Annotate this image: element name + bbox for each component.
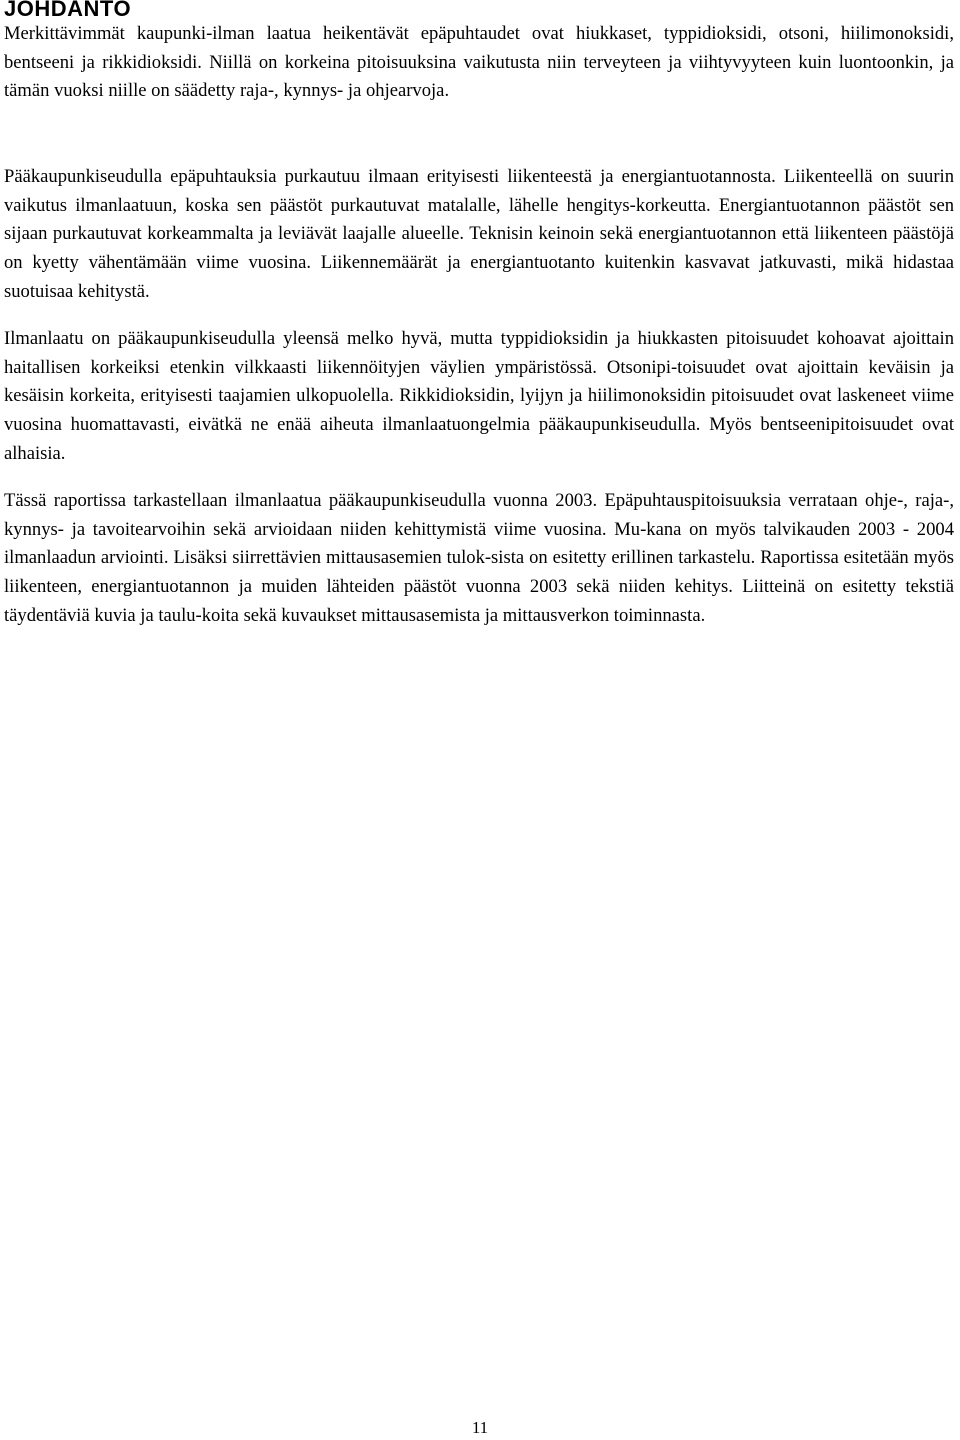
page-title: JOHDANTO [4, 0, 132, 21]
paragraph-report-scope: Tässä raportissa tarkastellaan ilmanlaatua pääkaupunkiseudulla vuonna 2003. Epäpuhtauspitoisuuksia verrataan ohje-, raja-, kynnys- ja tavoitearvoihin sekä arvioidaan niiden kehittymistä viime vuosina. Mu-kana on myös talvikauden 2003 - 2004 ilmanlaadun arviointi. Lisäksi siirrettävien mittausasemien tulok-sista on esitetty erillinen tarkastelu. Raportissa esitetään myös liikenteen, energiantuotannon ja muiden lähteiden päästöt vuonna 2003 sekä niiden kehitys. Liitteinä on esitetty tekstiä täydentäviä kuvia ja taulu-koita sekä kuvaukset mittausasemista ja mittausverkon toiminnasta. [4, 490, 954, 626]
paragraph-emission-sources: Pääkaupunkiseudulla epäpuhtauksia purkautuu ilmaan erityisesti liikenteestä ja energiantuotannosta. Liikenteellä on suurin vaikutus ilmanlaatuun, koska sen päästöt purkautuvat matalalle, lähelle hengitys-korkeutta. Energiantuotannon päästöt sen sijaan purkautuvat korkeammalta ja leviävät laajalle alueelle. Teknisin keinoin sekä energiantuotannon että liikenteen päästöjä on kyetty vähentämään viime vuosina. Liikennemäärät ja energiantuotanto kuitenkin kasvavat jatkuvasti, mikä hidastaa suotuisaa kehitystä. [4, 166, 954, 302]
paragraph-introduction: Merkittävimmät kaupunki-ilman laatua heikentävät epäpuhtaudet ovat hiukkaset, typpidioksidi, otsoni, hiilimonoksidi, bentseeni ja rikkidioksidi. Niillä on korkeina pitoisuuksina vaikutusta niin terveyteen ja viihtyvyyteen kuin luontoonkin, ja tämän vuoksi niille on säädetty raja-, kynnys- ja ohjearvoja. [4, 23, 954, 102]
paragraph-air-quality: Ilmanlaatu on pääkaupunkiseudulla yleensä melko hyvä, mutta typpidioksidin ja hiukkasten pitoisuudet kohoavat ajoittain haitallisen korkeiksi etenkin vilkkaasti liikennöityjen väylien ympäristössä. Otsonipi-toisuudet ovat ajoittain keväisin ja kesäisin korkeita, erityisesti taajamien ulkopuolella. Rikkidioksidin, lyijyn ja hiilimonoksidin pitoisuudet ovat laskeneet viime vuosina huomattavasti, eivätkä ne enää aiheuta ilmanlaatuongelmia pääkaupunkiseudulla. Myös bentseenipitoisuudet ovat alhaisia. [4, 328, 954, 464]
page-number: 11 [471, 1418, 489, 1437]
